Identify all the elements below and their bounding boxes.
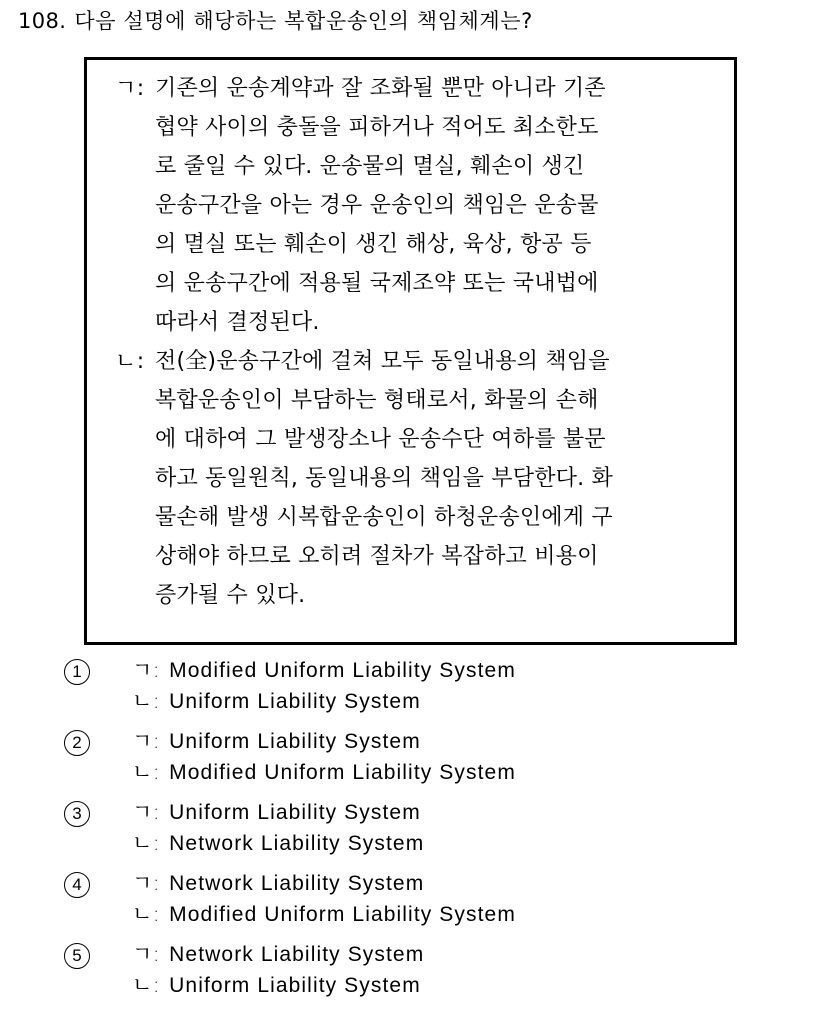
passage-line: 에 대하여 그 발생장소나 운송수단 여하를 불문 xyxy=(155,427,606,452)
choice-option-2[interactable] xyxy=(0,726,826,797)
passage-marker-nieun: ㄴ: xyxy=(115,349,145,374)
passage-line: 상해야 하므로 오히려 절차가 복잡하고 비용이 xyxy=(155,544,599,569)
choice-option-5[interactable] xyxy=(0,939,826,1010)
choice-4-line-nieun xyxy=(132,899,826,930)
choice-text: Uniform Liability System xyxy=(169,690,421,713)
choice-marker-nieun: ㄴ: xyxy=(132,973,161,997)
passage-line: 따라서 결정된다. xyxy=(155,310,320,335)
choice-marker-nieun: ㄴ: xyxy=(132,689,161,713)
choice-marker-nieun: ㄴ: xyxy=(132,902,161,926)
choice-marker-nieun: ㄴ: xyxy=(132,760,161,784)
choice-number-5: 5 xyxy=(64,943,90,969)
passage-line: 로 줄일 수 있다. 운송물의 멸실, 훼손이 생긴 xyxy=(155,154,585,179)
choice-number-4: 4 xyxy=(64,872,90,898)
choice-4-line-giyeok xyxy=(132,868,826,899)
choice-text: Network Liability System xyxy=(169,872,425,895)
question-header xyxy=(18,7,808,35)
passage-marker-giyeok: ㄱ: xyxy=(115,76,145,101)
passage-line: 물손해 발생 시복합운송인이 하청운송인에게 구 xyxy=(155,505,613,530)
choice-1-line-nieun xyxy=(132,686,826,717)
choice-3-line-nieun xyxy=(132,828,826,859)
choice-text: Network Liability System xyxy=(169,832,425,855)
passage-line: 복합운송인이 부담하는 형태로서, 화물의 손해 xyxy=(155,388,599,413)
choice-option-4[interactable] xyxy=(0,868,826,939)
passage-line: 하고 동일원칙, 동일내용의 책임을 부담한다. 화 xyxy=(155,466,613,491)
choice-text: Modified Uniform Liability System xyxy=(169,903,516,926)
passage-content xyxy=(87,69,734,615)
choice-2-line-nieun xyxy=(132,757,826,788)
passage-line: 기존의 운송계약과 잘 조화될 뿐만 아니라 기존 xyxy=(155,76,606,101)
choice-1-line-giyeok xyxy=(132,655,826,686)
choice-number-3: 3 xyxy=(64,801,90,827)
choice-marker-giyeok: ㄱ: xyxy=(132,658,161,682)
question-title: 다음 설명에 해당하는 복합운송인의 책임체계는? xyxy=(74,9,533,33)
passage-line: 전(全)운송구간에 걸쳐 모두 동일내용의 책임을 xyxy=(155,349,610,374)
choice-text: Network Liability System xyxy=(169,943,425,966)
choice-2-line-giyeok xyxy=(132,726,826,757)
question-number: 108. xyxy=(18,9,67,33)
choice-option-1[interactable] xyxy=(0,655,826,726)
passage-lines-nieun xyxy=(155,342,724,615)
passage-line: 협약 사이의 충돌을 피하거나 적어도 최소한도 xyxy=(155,115,599,140)
passage-lines-giyeok xyxy=(155,69,724,342)
choice-text: Modified Uniform Liability System xyxy=(169,761,516,784)
choice-marker-giyeok: ㄱ: xyxy=(132,942,161,966)
choice-3-line-giyeok xyxy=(132,797,826,828)
passage-line: 운송구간을 아는 경우 운송인의 책임은 운송물 xyxy=(155,193,599,218)
choice-text: Uniform Liability System xyxy=(169,730,421,753)
choice-marker-nieun: ㄴ: xyxy=(132,831,161,855)
choice-marker-giyeok: ㄱ: xyxy=(132,871,161,895)
choice-number-2: 2 xyxy=(64,730,90,756)
choice-marker-giyeok: ㄱ: xyxy=(132,800,161,824)
choice-option-3[interactable] xyxy=(0,797,826,868)
choice-text: Modified Uniform Liability System xyxy=(169,659,516,682)
passage-box xyxy=(84,57,737,645)
choice-text: Uniform Liability System xyxy=(169,974,421,997)
choice-number-1: 1 xyxy=(64,659,90,685)
passage-line: 의 운송구간에 적용될 국제조약 또는 국내법에 xyxy=(155,271,599,296)
passage-item-nieun xyxy=(87,342,734,615)
passage-item-giyeok xyxy=(87,69,734,342)
choice-text: Uniform Liability System xyxy=(169,801,421,824)
answer-choices xyxy=(0,655,826,1010)
passage-line: 의 멸실 또는 훼손이 생긴 해상, 육상, 항공 등 xyxy=(155,232,592,257)
choice-5-line-giyeok xyxy=(132,939,826,970)
choice-marker-giyeok: ㄱ: xyxy=(132,729,161,753)
choice-5-line-nieun xyxy=(132,970,826,1001)
passage-line: 증가될 수 있다. xyxy=(155,583,306,608)
